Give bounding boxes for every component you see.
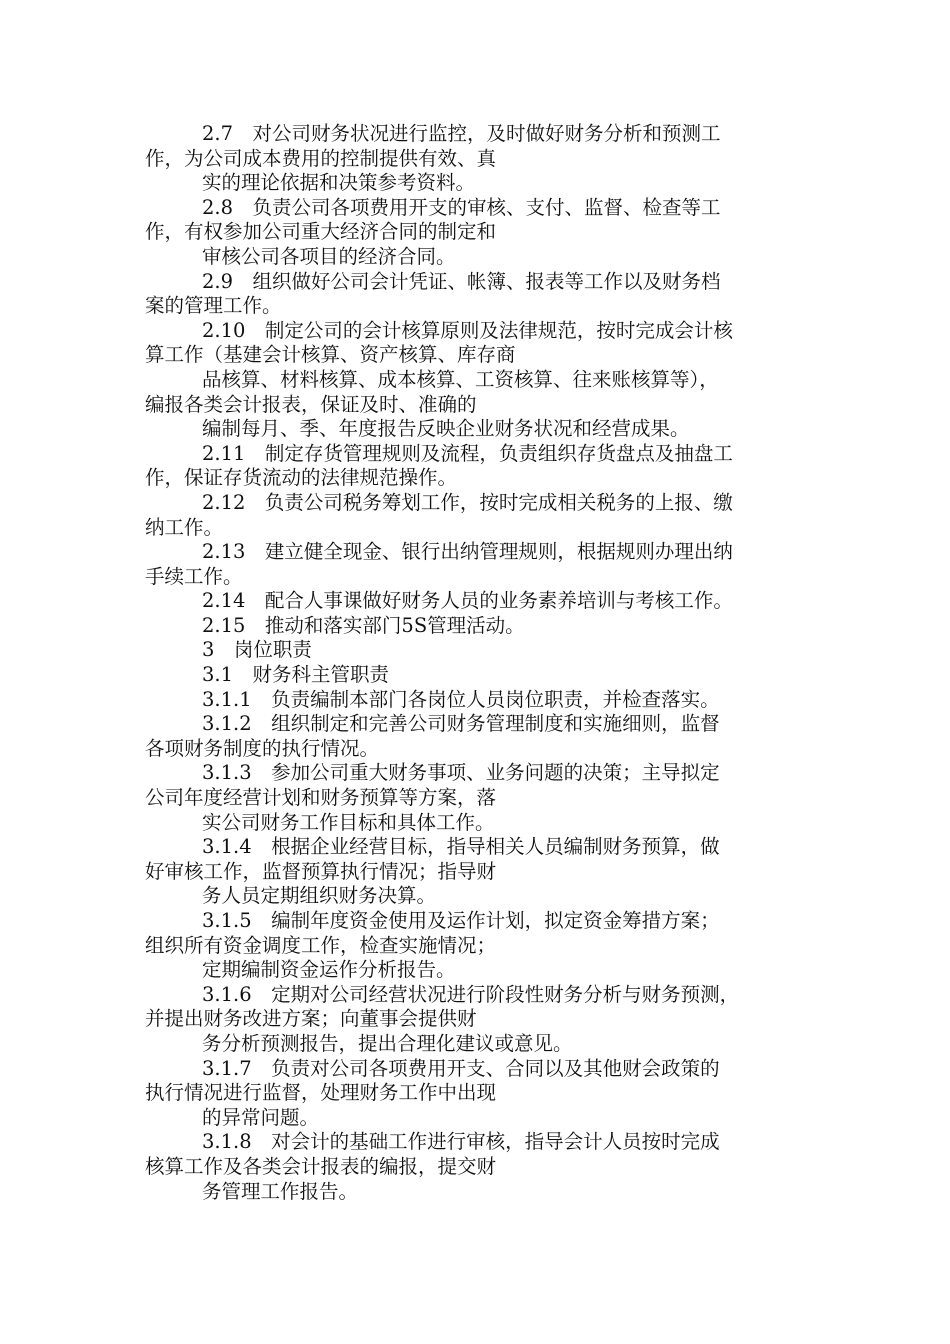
document-line: 核算工作及各类会计报表的编报，提交财 [145, 1154, 497, 1178]
document-line: 作，为公司成本费用的控制提供有效、真 [145, 146, 497, 170]
document-line: 2.15 推动和落实部门5S管理活动。 [202, 613, 525, 637]
document-line: 的异常问题。 [202, 1105, 320, 1129]
document-line: 2.13 建立健全现金、银行出纳管理规则，根据规则办理出纳 [202, 540, 733, 564]
document-line: 3.1 财务科主管职责 [202, 663, 390, 687]
document-line: 组织所有资金调度工作，检查实施情况； [145, 933, 497, 957]
document-line: 实公司财务工作目标和具体工作。 [202, 810, 495, 834]
document-line: 3 岗位职责 [202, 638, 312, 662]
document-line: 3.1.4 根据企业经营目标，指导相关人员编制财务预算，做 [202, 835, 720, 859]
document-line: 品核算、材料核算、成本核算、工资核算、往来账核算等）， [202, 367, 719, 391]
document-line: 3.1.3 参加公司重大财务事项、业务问题的决策；主导拟定 [202, 761, 720, 785]
document-line: 审核公司各项目的经济合同。 [202, 244, 456, 268]
document-line: 好审核工作，监督预算执行情况；指导财 [145, 859, 497, 883]
document-line: 3.1.8 对会计的基础工作进行审核，指导会计人员按时完成 [202, 1130, 720, 1154]
document-line: 2.9 组织做好公司会计凭证、帐簿、报表等工作以及财务档 [202, 269, 721, 293]
document-line: 3.1.5 编制年度资金使用及运作计划，拟定资金筹措方案； [202, 909, 720, 932]
document-line: 3.1.6 定期对公司经营状况进行阶段性财务分析与财务预测， [202, 982, 740, 1006]
document-line: 2.7 对公司财务状况进行监控，及时做好财务分析和预测工 [202, 122, 721, 145]
document-line: 编制每月、季、年度报告反映企业财务状况和经营成果。 [202, 417, 690, 441]
document-body [145, 122, 825, 1204]
document-line: 3.1.1 负责编制本部门各岗位人员岗位职责，并检查落实。 [202, 687, 720, 711]
document-line: 务管理工作报告。 [202, 1179, 359, 1203]
document-line: 手续工作。 [145, 564, 243, 588]
document-line: 2.11 制定存货管理规则及流程，负责组织存货盘点及抽盘工 [202, 441, 733, 465]
document-line: 各项财务制度的执行情况。 [145, 736, 380, 760]
document-line: 编报各类会计报表，保证及时、准确的 [145, 392, 477, 416]
document-line: 3.1.2 组织制定和完善公司财务管理制度和实施细则，监督 [202, 712, 720, 736]
document-line: 2.10 制定公司的会计核算原则及法律规范，按时完成会计核 [202, 318, 733, 342]
document-line: 实的理论依据和决策参考资料。 [202, 171, 476, 195]
document-line: 务分析预测报告，提出合理化建议或意见。 [202, 1031, 573, 1055]
document-line: 执行情况进行监督，处理财务工作中出现 [145, 1081, 497, 1105]
document-line: 2.14 配合人事课做好财务人员的业务素养培训与考核工作。 [202, 589, 733, 613]
document-line: 公司年度经营计划和财务预算等方案，落 [145, 786, 497, 810]
document-line: 作，保证存货流动的法律规范操作。 [145, 466, 458, 490]
document-line: 2.8 负责公司各项费用开支的审核、支付、监督、检查等工 [202, 195, 721, 219]
document-line: 案的管理工作。 [145, 294, 282, 318]
document-line: 并提出财务改进方案；向董事会提供财 [145, 1007, 477, 1031]
document-line: 3.1.7 负责对公司各项费用开支、合同以及其他财会政策的 [202, 1056, 720, 1080]
document-line: 务人员定期组织财务决算。 [202, 884, 437, 908]
document-line: 2.12 负责公司税务筹划工作，按时完成相关税务的上报、缴 [202, 490, 733, 514]
document-line: 算工作（基建会计核算、资产核算、库存商 [145, 343, 516, 367]
document-line: 定期编制资金运作分析报告。 [202, 958, 456, 982]
document-line: 纳工作。 [145, 515, 224, 539]
document-line: 作，有权参加公司重大经济合同的制定和 [145, 220, 497, 244]
